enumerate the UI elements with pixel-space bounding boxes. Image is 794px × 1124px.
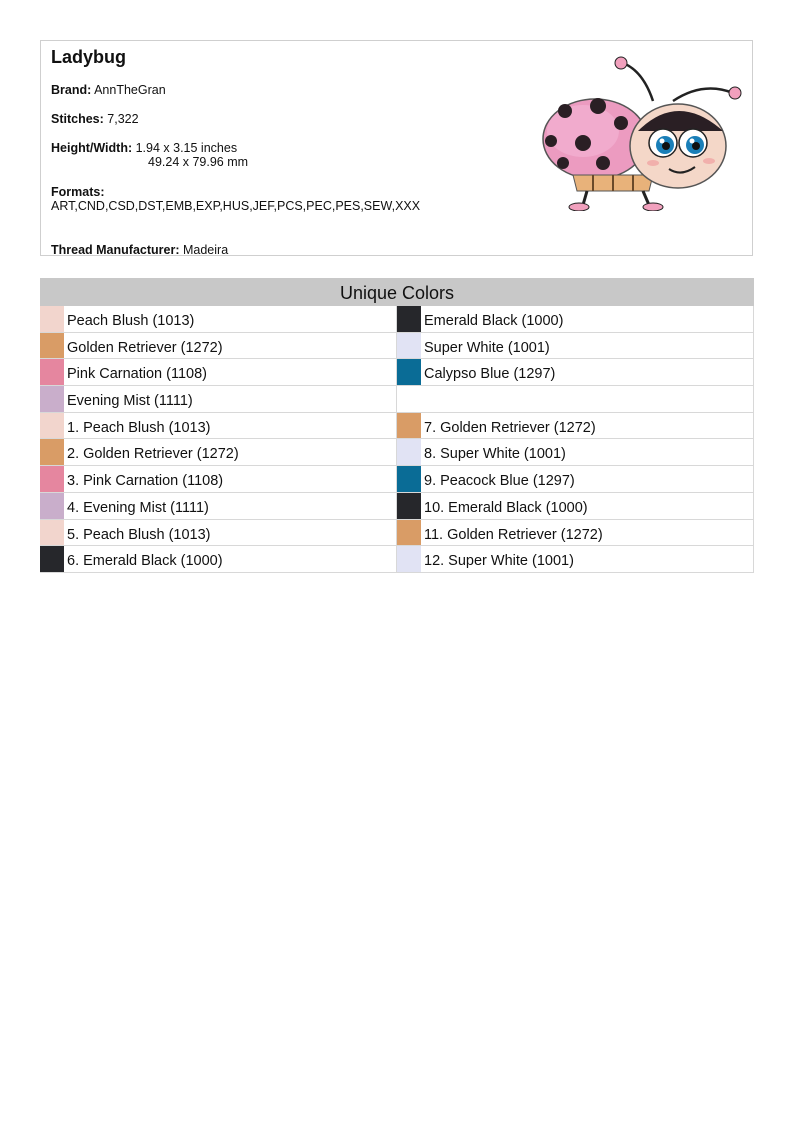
- stitches-field: [51, 112, 139, 126]
- ladybug-image: [503, 51, 743, 211]
- color-row-left: [40, 359, 397, 386]
- color-swatch: [40, 386, 64, 412]
- color-swatch: [40, 520, 64, 546]
- color-row-right: [397, 333, 754, 360]
- color-label: 2. Golden Retriever (1272): [67, 446, 239, 463]
- color-swatch: [397, 333, 421, 359]
- color-row-left: [40, 466, 397, 493]
- color-row-left: [40, 546, 397, 573]
- color-row-left: [40, 493, 397, 520]
- color-label: 3. Pink Carnation (1108): [67, 473, 224, 490]
- brand-field: [51, 83, 166, 97]
- color-row-left: [40, 306, 397, 333]
- color-label: 7. Golden Retriever (1272): [424, 419, 596, 436]
- size-field: [51, 141, 248, 169]
- stitches-label: Stitches:: [51, 112, 104, 126]
- color-swatch: [397, 546, 421, 572]
- color-label: 10. Emerald Black (1000): [424, 499, 588, 516]
- color-swatch: [40, 333, 64, 359]
- color-swatch: [397, 386, 421, 412]
- color-label: Golden Retriever (1272): [67, 339, 223, 356]
- color-swatch: [397, 520, 421, 546]
- formats-label: Formats:: [51, 185, 105, 199]
- colors-grid: [40, 306, 754, 573]
- color-row-right: [397, 439, 754, 466]
- color-row-right: [397, 413, 754, 440]
- color-swatch: [40, 493, 64, 519]
- color-label: 12. Super White (1001): [424, 553, 574, 570]
- color-swatch: [397, 466, 421, 492]
- color-row-left: [40, 386, 397, 413]
- brand-label: Brand:: [51, 83, 92, 97]
- color-swatch: [40, 439, 64, 465]
- color-row-left: [40, 333, 397, 360]
- color-row-right: [397, 306, 754, 333]
- color-label: 9. Peacock Blue (1297): [424, 473, 575, 490]
- color-swatch: [40, 306, 64, 332]
- size-label: Height/Width:: [51, 141, 133, 155]
- color-label: 6. Emerald Black (1000): [67, 553, 223, 570]
- color-swatch: [397, 493, 421, 519]
- color-row-right: [397, 466, 754, 493]
- unique-colors-header: Unique Colors: [40, 278, 754, 306]
- thread-label: Thread Manufacturer:: [51, 243, 180, 257]
- color-row-right: [397, 546, 754, 573]
- color-label: Super White (1001): [424, 339, 550, 356]
- color-swatch: [40, 466, 64, 492]
- color-label: 4. Evening Mist (1111): [67, 499, 209, 516]
- color-label: [421, 386, 424, 412]
- color-label: Pink Carnation (1108): [67, 366, 207, 383]
- color-row-left: [40, 413, 397, 440]
- color-label: 5. Peach Blush (1013): [67, 526, 211, 543]
- color-row-right: [397, 359, 754, 386]
- color-label: Evening Mist (1111): [67, 393, 193, 410]
- design-info-box: [40, 40, 753, 256]
- unique-colors-table: [40, 278, 754, 573]
- color-swatch: [40, 413, 64, 439]
- thread-field: [51, 243, 228, 257]
- design-title: Ladybug: [51, 47, 126, 67]
- color-row-left: [40, 520, 397, 547]
- size-mm: 49.24 x 79.96 mm: [148, 155, 249, 169]
- color-swatch: [397, 306, 421, 332]
- color-label: Emerald Black (1000): [424, 313, 564, 329]
- formats-value: ART,CND,CSD,DST,EMB,EXP,HUS,JEF,PCS,PEC,PES,SEW,XXX: [51, 199, 421, 213]
- stitches-value: 7,322: [107, 112, 139, 126]
- color-label: 11. Golden Retriever (1272): [424, 526, 603, 543]
- color-swatch: [397, 413, 421, 439]
- brand-value: AnnTheGran: [94, 83, 166, 97]
- formats-field: [51, 185, 481, 213]
- color-row-right: [397, 493, 754, 520]
- color-label: 1. Peach Blush (1013): [67, 419, 211, 436]
- color-swatch: [397, 359, 421, 385]
- color-swatch: [397, 439, 421, 465]
- color-swatch: [40, 359, 64, 385]
- color-swatch: [40, 546, 64, 572]
- color-row-right: [397, 520, 754, 547]
- color-label: Peach Blush (1013): [67, 313, 195, 329]
- color-row-right: [397, 386, 754, 413]
- thread-value: Madeira: [182, 243, 229, 257]
- color-row-left: [40, 439, 397, 466]
- color-label: Calypso Blue (1297): [424, 366, 556, 383]
- color-label: 8. Super White (1001): [424, 446, 566, 463]
- size-inches: 1.94 x 3.15 inches: [135, 141, 238, 155]
